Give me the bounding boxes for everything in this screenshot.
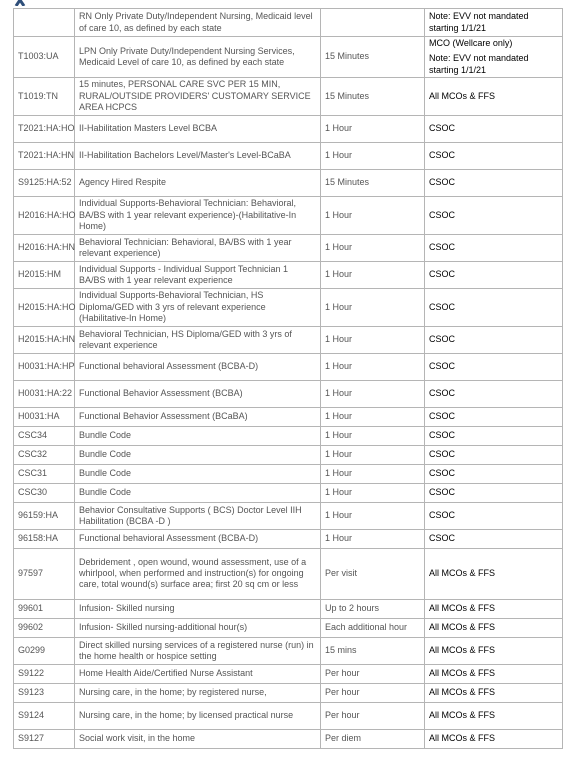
coverage-cell: [425, 77, 563, 115]
table-row: [14, 529, 563, 548]
table-row: [14, 288, 563, 326]
coverage-line: CSOC: [429, 449, 456, 460]
coverage-cell: [425, 380, 563, 407]
description-cell: Debridement , open wound, wound assessment, use of a whirlpool, when performed and instruction(s) for ongoing care, total wound(s) surface area; first 20 sq cm or less: [75, 548, 321, 599]
table-row: [14, 326, 563, 353]
logo-fragment-icon: [14, 0, 40, 6]
description-cell: 15 minutes, PERSONAL CARE SVC PER 15 MIN, RURAL/OUTSIDE PROVIDERS' CUSTOMARY SERVICE AREA HCPCS: [75, 77, 321, 115]
unit-cell: 1 Hour: [321, 115, 425, 142]
description-cell: Individual Supports-Behavioral Technician: Behavioral, BA/BS with 1 year relevant experience)-(Habilitative-In Home): [75, 196, 321, 234]
coverage-line: All MCOs & FFS: [429, 90, 496, 101]
coverage-cell: [425, 326, 563, 353]
coverage-cell: [425, 729, 563, 748]
description-cell: Infusion- Skilled nursing: [75, 599, 321, 618]
table-row: [14, 407, 563, 426]
table-row: [14, 234, 563, 261]
description-cell: RN Only Private Duty/Independent Nursing, Medicaid level of care 10, as defined by each state: [75, 9, 321, 37]
table-row: [14, 196, 563, 234]
description-cell: Infusion- Skilled nursing-additional hour(s): [75, 618, 321, 637]
coverage-cell: [425, 702, 563, 729]
coverage-cell: [425, 169, 563, 196]
coverage-cell: [425, 407, 563, 426]
procedure-code-cell: 96159:HA: [14, 502, 75, 529]
procedure-code-cell: H0031:HA:HP: [14, 353, 75, 380]
coverage-cell: [425, 599, 563, 618]
coverage-line: CSOC: [429, 388, 456, 399]
coverage-line: CSOC: [429, 510, 456, 521]
coverage-cell: [425, 529, 563, 548]
unit-cell: 1 Hour: [321, 261, 425, 288]
coverage-cell: [425, 9, 563, 37]
unit-cell: 15 Minutes: [321, 77, 425, 115]
coverage-cell: [425, 261, 563, 288]
table-row: [14, 483, 563, 502]
procedure-code-cell: CSC34: [14, 426, 75, 445]
unit-cell: 1 Hour: [321, 502, 425, 529]
description-cell: Agency Hired Respite: [75, 169, 321, 196]
unit-cell: 1 Hour: [321, 196, 425, 234]
procedure-code-cell: CSC31: [14, 464, 75, 483]
description-cell: LPN Only Private Duty/Independent Nursing Services, Medicaid Level of care 10, as defined by each state: [75, 37, 321, 78]
coverage-line: All MCOs & FFS: [429, 645, 496, 656]
unit-cell: 15 Minutes: [321, 169, 425, 196]
description-cell: Behavioral Technician, HS Diploma/GED with 3 yrs of relevant experience: [75, 326, 321, 353]
unit-cell: Per visit: [321, 548, 425, 599]
procedure-code-cell: T1019:TN: [14, 77, 75, 115]
procedure-code-cell: G0299: [14, 637, 75, 664]
coverage-cell: [425, 196, 563, 234]
description-cell: Nursing care, in the home; by licensed practical nurse: [75, 702, 321, 729]
table-row: [14, 380, 563, 407]
coverage-line: All MCOs & FFS: [429, 687, 496, 698]
description-cell: Bundle Code: [75, 426, 321, 445]
unit-cell: 1 Hour: [321, 426, 425, 445]
coverage-cell: [425, 37, 563, 78]
unit-cell: 1 Hour: [321, 483, 425, 502]
coverage-line: CSOC: [429, 301, 456, 312]
coverage-cell: [425, 426, 563, 445]
table-row: [14, 426, 563, 445]
coverage-line: CSOC: [429, 411, 456, 422]
description-cell: II-Habilitation Masters Level BCBA: [75, 115, 321, 142]
unit-cell: Each additional hour: [321, 618, 425, 637]
table-row: [14, 261, 563, 288]
description-cell: Bundle Code: [75, 483, 321, 502]
description-cell: Social work visit, in the home: [75, 729, 321, 748]
coverage-line: CSOC: [429, 242, 456, 253]
unit-cell: 1 Hour: [321, 288, 425, 326]
procedure-code-cell: H2015:HA:HN: [14, 326, 75, 353]
procedure-code-cell: CSC30: [14, 483, 75, 502]
description-cell: Functional Behavior Assessment (BCaBA): [75, 407, 321, 426]
unit-cell: 1 Hour: [321, 326, 425, 353]
unit-cell: 1 Hour: [321, 445, 425, 464]
coverage-line: CSOC: [429, 334, 456, 345]
description-cell: Nursing care, in the home; by registered nurse,: [75, 683, 321, 702]
description-cell: Bundle Code: [75, 464, 321, 483]
unit-cell: 15 Minutes: [321, 37, 425, 78]
unit-cell: 1 Hour: [321, 464, 425, 483]
unit-cell: Per diem: [321, 729, 425, 748]
table-row: [14, 683, 563, 702]
description-cell: Bundle Code: [75, 445, 321, 464]
coverage-line: All MCOs & FFS: [429, 668, 496, 679]
unit-cell: Per hour: [321, 702, 425, 729]
description-cell: Functional Behavior Assessment (BCBA): [75, 380, 321, 407]
unit-cell: 1 Hour: [321, 353, 425, 380]
coverage-cell: [425, 288, 563, 326]
coverage-cell: [425, 683, 563, 702]
coverage-cell: [425, 115, 563, 142]
table-row: [14, 77, 563, 115]
unit-cell: 15 mins: [321, 637, 425, 664]
description-cell: Functional behavioral Assessment (BCBA-D): [75, 529, 321, 548]
unit-cell: 1 Hour: [321, 407, 425, 426]
table-row: [14, 729, 563, 748]
coverage-cell: [425, 234, 563, 261]
procedure-code-cell: S9124: [14, 702, 75, 729]
table-row: [14, 142, 563, 169]
description-cell: Individual Supports-Behavioral Technician, HS Diploma/GED with 3 yrs of relevant experience (Habilitative-In Home): [75, 288, 321, 326]
coverage-line: CSOC: [429, 487, 456, 498]
coverage-line: CSOC: [429, 209, 456, 220]
coverage-cell: [425, 637, 563, 664]
unit-cell: 1 Hour: [321, 142, 425, 169]
description-cell: Behavioral Technician: Behavioral, BA/BS with 1 year relevant experience): [75, 234, 321, 261]
coverage-line: Note: EVV not mandated starting 1/1/21: [429, 11, 529, 33]
unit-cell: [321, 9, 425, 37]
table-row: [14, 599, 563, 618]
table-row: [14, 548, 563, 599]
coverage-line: CSOC: [429, 123, 456, 134]
table-row: [14, 353, 563, 380]
procedure-code-cell: [14, 9, 75, 37]
procedure-code-cell: S9127: [14, 729, 75, 748]
coverage-line: CSOC: [429, 361, 456, 372]
procedure-code-cell: S9123: [14, 683, 75, 702]
table-row: [14, 618, 563, 637]
table-row: [14, 169, 563, 196]
coverage-line: All MCOs & FFS: [429, 733, 496, 744]
procedure-code-cell: H2015:HM: [14, 261, 75, 288]
unit-cell: 1 Hour: [321, 234, 425, 261]
description-cell: Functional behavioral Assessment (BCBA-D): [75, 353, 321, 380]
procedure-code-cell: H0031:HA: [14, 407, 75, 426]
procedure-code-cell: 97597: [14, 548, 75, 599]
procedure-code-cell: H2015:HA:HO: [14, 288, 75, 326]
coverage-cell: [425, 618, 563, 637]
coverage-cell: [425, 548, 563, 599]
coverage-line: All MCOs & FFS: [429, 710, 496, 721]
procedure-code-cell: T1003:UA: [14, 37, 75, 78]
coverage-line: MCO (Wellcare only): [429, 38, 513, 48]
table-row: [14, 445, 563, 464]
procedure-code-cell: S9122: [14, 664, 75, 683]
procedure-code-cell: S9125:HA:52: [14, 169, 75, 196]
description-cell: Behavior Consultative Supports ( BCS) Doctor Level IIH Habilitation (BCBA -D ): [75, 502, 321, 529]
coverage-line: Note: EVV not mandated starting 1/1/21: [429, 53, 529, 75]
table-row: [14, 9, 563, 37]
coverage-line: CSOC: [429, 269, 456, 280]
coverage-cell: [425, 664, 563, 683]
coverage-line: CSOC: [429, 533, 456, 544]
table-row: [14, 664, 563, 683]
coverage-line: All MCOs & FFS: [429, 568, 496, 579]
coverage-cell: [425, 483, 563, 502]
unit-cell: 1 Hour: [321, 529, 425, 548]
table-row: [14, 37, 563, 78]
coverage-cell: [425, 142, 563, 169]
procedure-code-cell: H0031:HA:22: [14, 380, 75, 407]
coverage-cell: [425, 445, 563, 464]
table-row: [14, 637, 563, 664]
procedure-code-cell: 96158:HA: [14, 529, 75, 548]
coverage-line: CSOC: [429, 430, 456, 441]
procedure-code-cell: T2021:HA:HN: [14, 142, 75, 169]
description-cell: Home Health Aide/Certified Nurse Assistant: [75, 664, 321, 683]
coverage-line: All MCOs & FFS: [429, 603, 496, 614]
unit-cell: Per hour: [321, 664, 425, 683]
procedure-code-cell: CSC32: [14, 445, 75, 464]
coverage-cell: [425, 502, 563, 529]
coverage-line: CSOC: [429, 468, 456, 479]
service-codes-table: [13, 8, 563, 749]
unit-cell: Per hour: [321, 683, 425, 702]
table-row: [14, 502, 563, 529]
description-cell: Individual Supports - Individual Support Technician 1 BA/BS with 1 year relevant experience: [75, 261, 321, 288]
coverage-line: CSOC: [429, 177, 456, 188]
coverage-line: All MCOs & FFS: [429, 622, 496, 633]
description-cell: Direct skilled nursing services of a registered nurse (run) in the home health or hospice setting: [75, 637, 321, 664]
unit-cell: Up to 2 hours: [321, 599, 425, 618]
procedure-code-cell: 99602: [14, 618, 75, 637]
procedure-code-cell: T2021:HA:HO: [14, 115, 75, 142]
table-row: [14, 115, 563, 142]
procedure-code-cell: H2016:HA:HO: [14, 196, 75, 234]
coverage-cell: [425, 464, 563, 483]
procedure-code-cell: H2016:HA:HN: [14, 234, 75, 261]
table-body: [14, 9, 563, 749]
table-row: [14, 702, 563, 729]
table-row: [14, 464, 563, 483]
coverage-cell: [425, 353, 563, 380]
coverage-line: CSOC: [429, 150, 456, 161]
unit-cell: 1 Hour: [321, 380, 425, 407]
description-cell: II-Habilitation Bachelors Level/Master's Level-BCaBA: [75, 142, 321, 169]
procedure-code-cell: 99601: [14, 599, 75, 618]
